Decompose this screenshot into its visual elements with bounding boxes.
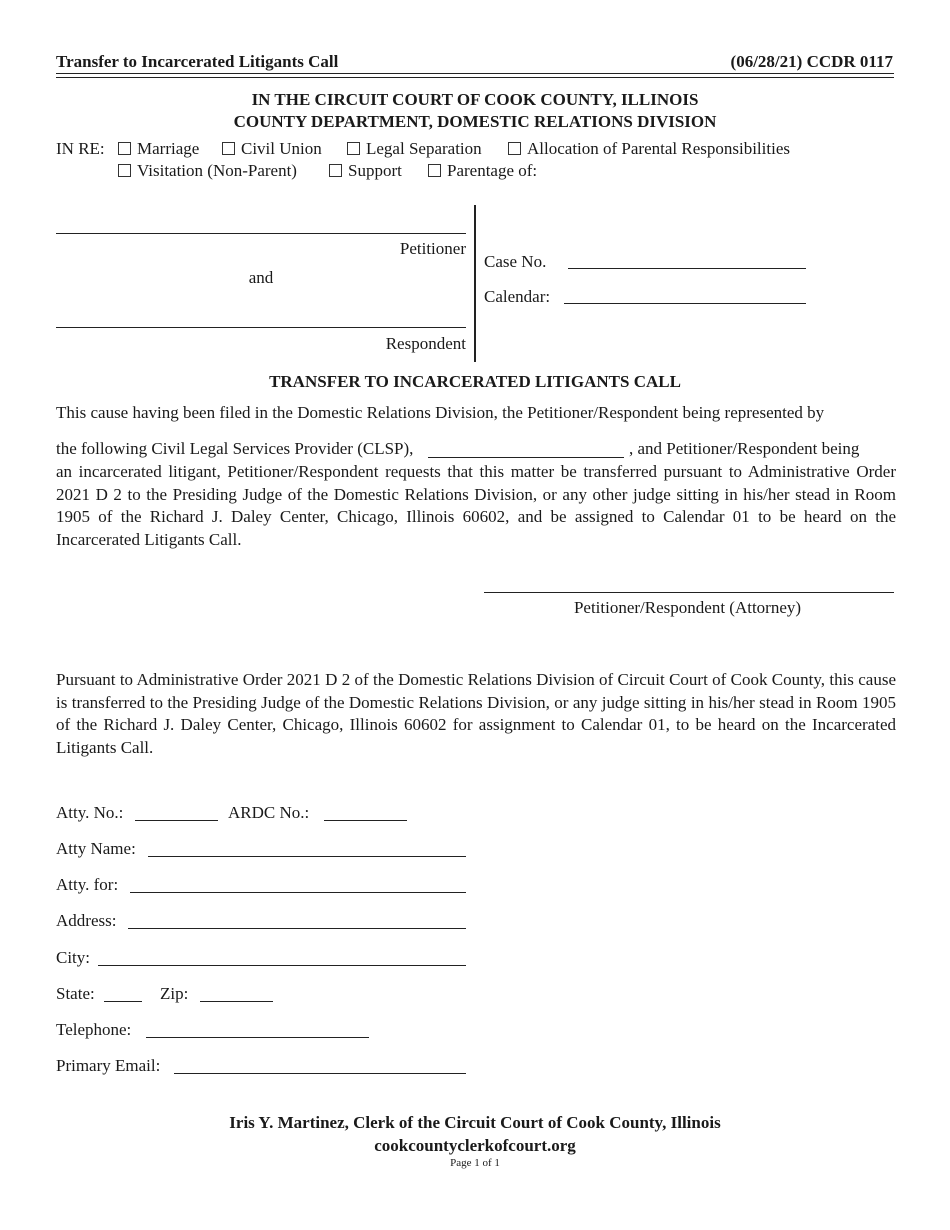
atty-for-label: Atty. for: [56, 875, 119, 894]
zip-field[interactable] [200, 1001, 273, 1002]
caption-divider [474, 205, 476, 362]
checkbox-civil-union[interactable]: Civil Union [222, 139, 322, 159]
court-name: IN THE CIRCUIT COURT OF COOK COUNTY, ILLINOIS [251, 90, 699, 109]
email-label: Primary Email: [56, 1056, 161, 1075]
in-re-label: IN RE: [56, 139, 105, 158]
paragraph-1-rest: an incarcerated litigant, Petitioner/Respondent requests that this matter be transferred pursuant to Administrative Order 2021 D 2 to the Presiding Judge of the Domestic Relations Division, or any other judge sitting in his/her stead in Room 1905 of the Richard J. Daley Center, Chicago, Illinois 60602, and be assigned to Calendar 01 to be heard on the Incarcerated Litigants Call. [56, 462, 896, 549]
checkbox-visitation[interactable]: Visitation (Non-Parent) [118, 161, 297, 181]
telephone-label: Telephone: [56, 1020, 132, 1039]
form-code: (06/28/21) CCDR 0117 [730, 52, 893, 71]
checkbox-marriage[interactable]: Marriage [118, 139, 199, 159]
clerk-website: cookcountyclerkofcourt.org [374, 1136, 576, 1155]
ardc-no-field[interactable] [324, 820, 407, 821]
atty-name-label: Atty Name: [56, 839, 136, 858]
address-label: Address: [56, 911, 117, 930]
paragraph-1-line-1: This cause having been filed in the Domestic Relations Division, the Petitioner/Respondent being represented by [56, 403, 825, 422]
respondent-name-line[interactable] [56, 327, 466, 328]
form-header-title: Transfer to Incarcerated Litigants Call [56, 52, 339, 71]
checkbox-allocation[interactable]: Allocation of Parental Responsibilities [508, 139, 790, 159]
checkbox-box[interactable] [428, 164, 441, 177]
state-field[interactable] [104, 1001, 142, 1002]
header-rule [56, 73, 894, 74]
case-no-field[interactable] [568, 268, 806, 269]
clerk-name: Iris Y. Martinez, Clerk of the Circuit Court of Cook County, Illinois [229, 1113, 721, 1132]
checkbox-box[interactable] [222, 142, 235, 155]
ardc-no-label: ARDC No.: [228, 803, 310, 822]
checkbox-legal-separation[interactable]: Legal Separation [347, 139, 482, 159]
telephone-field[interactable] [146, 1037, 369, 1038]
checkbox-box[interactable] [508, 142, 521, 155]
state-label: State: [56, 984, 95, 1003]
and-label: and [248, 268, 274, 287]
signature-label: Petitioner/Respondent (Attorney) [573, 598, 802, 617]
city-label: City: [56, 948, 91, 967]
atty-for-field[interactable] [130, 892, 466, 893]
checkbox-box[interactable] [329, 164, 342, 177]
form-title: TRANSFER TO INCARCERATED LITIGANTS CALL [269, 372, 681, 391]
respondent-label: Respondent [385, 334, 466, 353]
checkbox-parentage[interactable]: Parentage of: [428, 161, 537, 181]
petitioner-name-line[interactable] [56, 233, 466, 234]
calendar-field[interactable] [564, 303, 806, 304]
zip-label: Zip: [160, 984, 189, 1003]
clsp-name-field[interactable] [428, 457, 624, 458]
case-no-label: Case No. [484, 252, 547, 271]
page-number: Page 1 of 1 [450, 1157, 500, 1169]
city-field[interactable] [98, 965, 466, 966]
paragraph-2: Pursuant to Administrative Order 2021 D 2 of the Domestic Relations Division of Circuit Court of Cook County, this cause is transferred to the Presiding Judge of the Domestic Relations Division, or any judge sitting in his/her stead in Room 1905 of the Richard J. Daley Center, Chicago, Illinois 60602 for assignment to Calendar 01, to be heard on the Incarcerated Litigants Call. [56, 670, 896, 757]
petitioner-label: Petitioner [399, 239, 466, 258]
court-division: COUNTY DEPARTMENT, DOMESTIC RELATIONS DIVISION [233, 112, 717, 131]
header-rule-thin [56, 77, 894, 78]
checkbox-box[interactable] [118, 164, 131, 177]
calendar-label: Calendar: [484, 287, 551, 306]
address-field[interactable] [128, 928, 466, 929]
checkbox-support[interactable]: Support [329, 161, 402, 181]
atty-no-label: Atty. No.: [56, 803, 124, 822]
email-field[interactable] [174, 1073, 466, 1074]
checkbox-box[interactable] [118, 142, 131, 155]
atty-no-field[interactable] [135, 820, 218, 821]
signature-line[interactable] [484, 592, 894, 593]
atty-name-field[interactable] [148, 856, 466, 857]
checkbox-box[interactable] [347, 142, 360, 155]
paragraph-1-line-2b: , and Petitioner/Respondent being [629, 439, 860, 458]
paragraph-1-line-2a: the following Civil Legal Services Provider (CLSP), [56, 439, 414, 458]
